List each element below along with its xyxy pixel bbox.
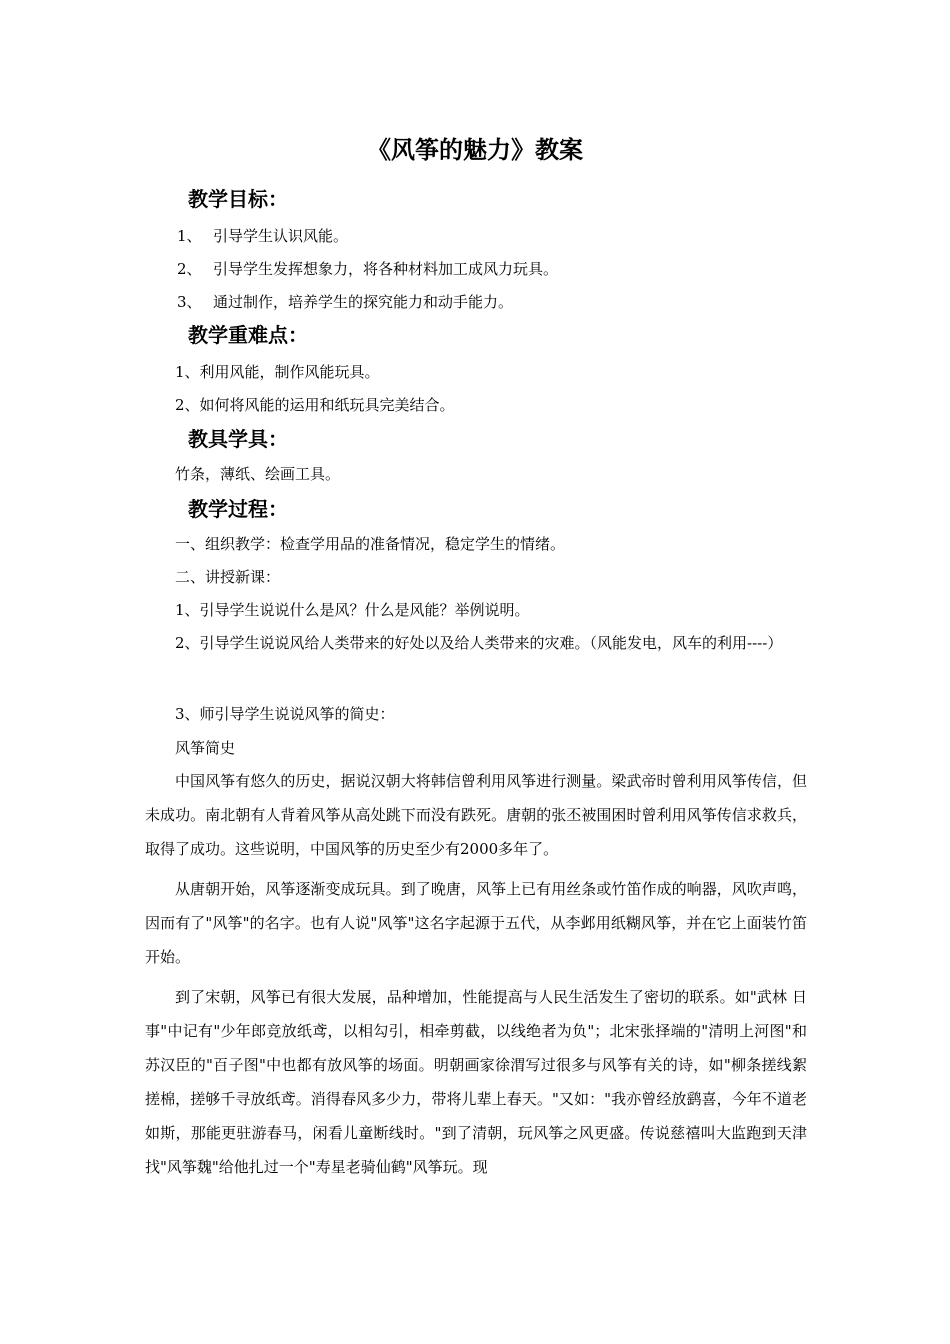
document-title: 《风筝的魅力》教案	[367, 135, 583, 164]
history-paragraph-3: 到了宋朝，风筝已有很大发展，品种增加，性能提高与人民生活发生了密切的联系。如"武林 日事"中记有"少年郎竞放纸鸢，以相勾引，相牵剪截，以线绝者为负"；北宋张择端的"清明上河图"和苏汉臣的"百子图"中也都有放风筝的场面。明朝画家徐渭写过很多与风筝有关的诗，如"柳条搓线絮搓棉，搓够千寻放纸鸢。消得春风多少力，带将儿辈上春天。"又如："我亦曾经放鹞喜，今年不道老如斯，那能更驻游春马，闲看儿童断线时。"到了清朝，玩风筝之风更盛。传说慈禧叫大监跑到天津找"风筝魏"给他扎过一个"寿星老骑仙鹤"风筝玩。现	[145, 988, 807, 1176]
objective-number: 3、	[177, 293, 202, 311]
objective-text: 引导学生认识风能。	[213, 227, 349, 245]
objective-item-3	[177, 291, 513, 313]
tools-text: 竹条，薄纸、绘画工具。	[175, 465, 341, 483]
process-step-1: 一、组织教学：检查学用品的准备情况，稳定学生的情绪。	[175, 535, 566, 553]
process-sub-1: 1、引导学生说说什么是风？什么是风能？举例说明。	[175, 601, 530, 619]
history-paragraph-2: 从唐朝开始，风筝逐渐变成玩具。到了晚唐，风筝上已有用丝条或竹笛作成的响器，风吹声鸣，因而有了"风筝"的名字。也有人说"风筝"这名字起源于五代，从李邺用纸糊风筝，并在它上面装竹笛开始。	[145, 880, 807, 966]
process-sub-2: 2、引导学生说说风给人类带来的好处以及给人类带来的灾难。（风能发电，风车的利用----）	[175, 634, 783, 652]
objective-number: 2、	[177, 260, 202, 278]
objective-item-2	[177, 258, 558, 280]
objective-text: 通过制作，培养学生的探究能力和动手能力。	[213, 293, 514, 311]
objective-number: 1、	[177, 227, 202, 245]
objective-text: 引导学生发挥想象力，将各种材料加工成风力玩具。	[213, 260, 559, 278]
process-sub-3: 3、师引导学生说说风筝的简史：	[175, 705, 395, 723]
history-title: 风筝简史	[175, 739, 236, 757]
history-paragraph-1: 中国风筝有悠久的历史，据说汉朝大将韩信曾利用风筝进行测量。梁武帝时曾利用风筝传信，但未成功。南北朝有人背着风筝从高处跳下而没有跌死。唐朝的张丕被围困时曾利用风筝传信求救兵，取得了成功。这些说明，中国风筝的历史至少有2000多年了。	[145, 772, 807, 858]
key-point-item-1: 1、利用风能，制作风能玩具。	[175, 363, 380, 381]
key-points-heading: 教学重难点：	[188, 323, 308, 347]
process-heading: 教学过程：	[188, 497, 288, 521]
objective-item-1	[177, 225, 348, 247]
process-step-2: 二、讲授新课：	[175, 568, 281, 586]
key-point-item-2: 2、如何将风能的运用和纸玩具完美结合。	[175, 396, 455, 414]
objectives-heading: 教学目标：	[188, 187, 288, 211]
tools-heading: 教具学具：	[188, 427, 288, 451]
